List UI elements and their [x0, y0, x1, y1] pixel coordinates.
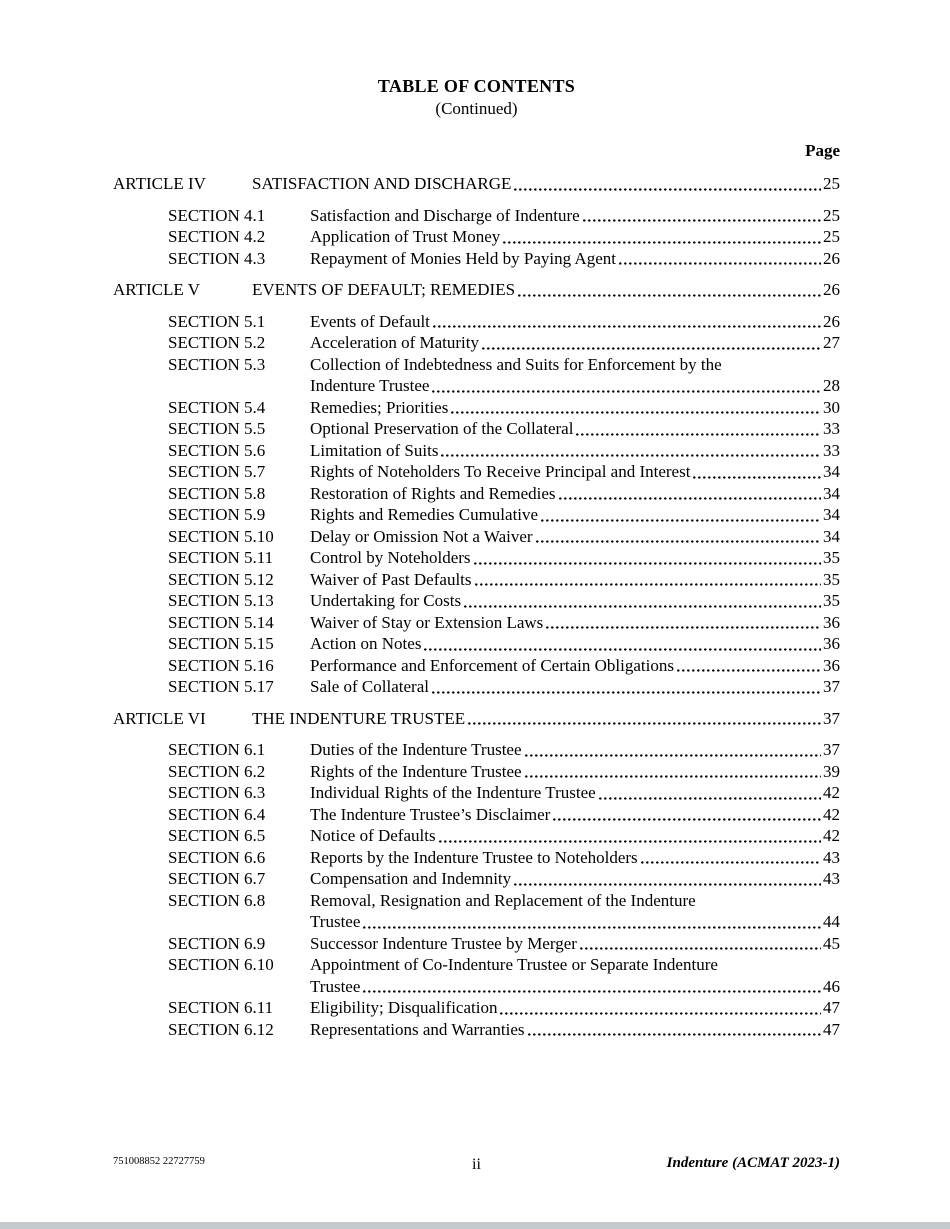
entry-content [310, 868, 840, 890]
entry-content [310, 782, 840, 804]
toc-line [310, 375, 840, 397]
section-entry [113, 761, 840, 783]
entry-title: Representations and Warranties [310, 1019, 525, 1039]
section-entry [113, 633, 840, 655]
entry-label: SECTION 5.11 [168, 548, 274, 567]
dot-leader [693, 476, 821, 479]
entry-label: ARTICLE IV [113, 174, 206, 193]
toc-line [310, 504, 840, 526]
section-entry [113, 248, 840, 270]
section-entry [113, 332, 840, 354]
entry-content [310, 997, 840, 1019]
entry-page: 42 [823, 804, 840, 824]
entry-content [310, 825, 840, 847]
dot-leader [580, 947, 821, 950]
entry-page: 36 [823, 612, 840, 632]
entry-label: SECTION 6.1 [168, 740, 266, 759]
entry-title: Eligibility; Disqualification [310, 998, 498, 1017]
entry-page: 39 [823, 761, 840, 781]
entry-page: 43 [823, 869, 840, 888]
section-entry [113, 526, 840, 548]
entry-content [310, 332, 840, 354]
dot-leader [432, 691, 821, 694]
entry-label: SECTION 5.1 [168, 311, 266, 331]
dot-leader [451, 411, 821, 414]
entry-label: SECTION 6.9 [168, 933, 266, 953]
toc-line [252, 173, 840, 195]
entry-label: SECTION 5.6 [168, 440, 266, 460]
toc-line [310, 354, 840, 376]
section-entry [113, 825, 840, 847]
entry-page: 34 [823, 462, 840, 481]
toc-line [310, 612, 840, 634]
entry-page: 30 [823, 397, 840, 417]
entry-page: 36 [823, 634, 840, 653]
section-entry [113, 933, 840, 955]
entry-label: SECTION 5.7 [168, 462, 266, 481]
entry-content [310, 205, 840, 227]
entry-label: SECTION 5.12 [168, 569, 274, 589]
entry-content [252, 708, 840, 730]
entry-page: 47 [823, 1019, 840, 1039]
entry-title: Limitation of Suits [310, 440, 439, 460]
entry-title: Rights and Remedies Cumulative [310, 505, 539, 524]
dot-leader [363, 926, 821, 929]
entry-title: Duties of the Indenture Trustee [310, 740, 522, 759]
toc-line [310, 911, 840, 933]
toc-line [310, 311, 840, 333]
dot-leader [503, 241, 821, 244]
entry-page: 25 [823, 205, 840, 225]
entry-title: Compensation and Indemnity [310, 869, 512, 888]
entry-label: ARTICLE VI [113, 708, 206, 728]
entry-label: SECTION 5.13 [168, 591, 274, 610]
entry-label: SECTION 5.16 [168, 655, 274, 675]
dot-leader [528, 1033, 821, 1036]
toc-line [310, 205, 840, 227]
entry-label: SECTION 4.2 [168, 227, 266, 246]
entry-content [310, 933, 840, 955]
entry-title: Events of Default [310, 311, 430, 331]
entry-title: Remedies; Priorities [310, 397, 449, 417]
entry-title: Waiver of Stay or Extension Laws [310, 612, 544, 632]
entry-content [310, 397, 840, 419]
section-entry [113, 311, 840, 333]
dot-leader [541, 519, 821, 522]
entry-content [310, 1019, 840, 1041]
section-entry [113, 440, 840, 462]
section-entry [113, 868, 840, 890]
entry-content [310, 590, 840, 612]
entry-content [310, 655, 840, 677]
toc-line [310, 761, 840, 783]
section-entry [113, 676, 840, 698]
entry-title: Delay or Omission Not a Waiver [310, 526, 533, 546]
section-entry [113, 483, 840, 505]
toc-line [310, 997, 840, 1019]
entry-label: SECTION 6.6 [168, 847, 266, 867]
entry-title: Acceleration of Maturity [310, 333, 479, 352]
entry-page: 35 [823, 548, 840, 567]
section-entry [113, 590, 840, 612]
toc-line [310, 461, 840, 483]
entry-title: Indenture Trustee [310, 376, 430, 395]
entry-content [310, 226, 840, 248]
entry-title: Removal, Resignation and Replacement of the Indenture [310, 890, 696, 910]
page-subtitle: (Continued) [435, 99, 518, 118]
entry-content [310, 461, 840, 483]
toc-line [310, 1019, 840, 1041]
entry-title: Control by Noteholders [310, 548, 471, 567]
section-entry [113, 997, 840, 1019]
section-entry [113, 612, 840, 634]
section-entry [113, 547, 840, 569]
dot-leader [482, 347, 821, 350]
toc-line [310, 676, 840, 698]
dot-leader [514, 188, 821, 191]
toc-line [310, 590, 840, 612]
dot-leader [514, 883, 821, 886]
footer-document-number: 751008852 22727759 [113, 1155, 205, 1167]
section-entry [113, 226, 840, 248]
entry-content [310, 890, 840, 933]
table-of-contents [113, 173, 840, 1040]
entry-title: The Indenture Trustee’s Disclaimer [310, 804, 551, 824]
section-entry [113, 461, 840, 483]
section-entry [113, 504, 840, 526]
entry-title: Performance and Enforcement of Certain Obligations [310, 655, 674, 675]
dot-leader [641, 861, 821, 864]
entry-content [310, 612, 840, 634]
entry-content [310, 569, 840, 591]
toc-line [310, 739, 840, 761]
entry-content [310, 954, 840, 997]
entry-title: EVENTS OF DEFAULT; REMEDIES [252, 280, 516, 299]
entry-label: SECTION 5.8 [168, 483, 266, 503]
dot-leader [525, 754, 821, 757]
toc-line [310, 868, 840, 890]
entry-page: 35 [823, 569, 840, 589]
section-entry [113, 804, 840, 826]
article-entry [113, 279, 840, 301]
section-entry [113, 397, 840, 419]
entry-title: Repayment of Monies Held by Paying Agent [310, 248, 616, 268]
entry-content [310, 633, 840, 655]
entry-content [310, 418, 840, 440]
entry-page: 28 [823, 376, 840, 395]
toc-line [310, 782, 840, 804]
entry-page: 42 [823, 826, 840, 845]
entry-page: 26 [823, 311, 840, 331]
toc-line [252, 708, 840, 730]
entry-title: Rights of Noteholders To Receive Principal and Interest [310, 462, 691, 481]
dot-leader [525, 775, 821, 778]
entry-content [310, 440, 840, 462]
entry-label: SECTION 4.1 [168, 205, 266, 225]
entry-label: ARTICLE V [113, 280, 200, 299]
dot-leader [363, 990, 821, 993]
entry-content [310, 483, 840, 505]
article-entry [113, 708, 840, 730]
entry-title: SATISFACTION AND DISCHARGE [252, 174, 512, 193]
dot-leader [576, 433, 821, 436]
entry-page: 36 [823, 655, 840, 675]
entry-title: Appointment of Co-Indenture Trustee or Separate Indenture [310, 955, 718, 974]
entry-title: Notice of Defaults [310, 826, 436, 845]
footer-document-title: Indenture (ACMAT 2023-1) [666, 1154, 840, 1171]
section-entry [113, 954, 840, 997]
entry-title: Satisfaction and Discharge of Indenture [310, 205, 580, 225]
page-footer [113, 1153, 840, 1175]
entry-page: 43 [823, 847, 840, 867]
section-entry [113, 418, 840, 440]
entry-page: 34 [823, 526, 840, 546]
toc-line [310, 483, 840, 505]
entry-page: 33 [823, 440, 840, 460]
entry-title: Individual Rights of the Indenture Trustee [310, 783, 596, 802]
entry-page: 42 [823, 783, 840, 802]
section-entry [113, 782, 840, 804]
dot-leader [518, 294, 821, 297]
entry-content [310, 676, 840, 698]
entry-title: Collection of Indebtedness and Suits for Enforcement by the [310, 354, 722, 374]
entry-title: Restoration of Rights and Remedies [310, 483, 556, 503]
entry-content [310, 739, 840, 761]
entry-label: SECTION 4.3 [168, 248, 266, 268]
entry-title: Sale of Collateral [310, 677, 429, 696]
dot-leader [619, 262, 821, 265]
entry-page: 34 [823, 483, 840, 503]
entry-label: SECTION 6.3 [168, 783, 266, 802]
toc-line [310, 226, 840, 248]
toc-line [310, 825, 840, 847]
section-entry [113, 354, 840, 397]
entry-page: 45 [823, 933, 840, 953]
entry-title: THE INDENTURE TRUSTEE [252, 708, 466, 728]
entry-page: 44 [823, 912, 840, 931]
entry-page: 26 [823, 248, 840, 268]
entry-title: Waiver of Past Defaults [310, 569, 472, 589]
entry-label: SECTION 5.4 [168, 397, 266, 417]
dot-leader [439, 840, 821, 843]
entry-content [310, 761, 840, 783]
entry-title: Reports by the Indenture Trustee to Noteholders [310, 847, 638, 867]
entry-label: SECTION 6.11 [168, 998, 274, 1017]
dot-leader [553, 818, 821, 821]
entry-label: SECTION 6.10 [168, 955, 274, 974]
entry-label: SECTION 6.2 [168, 761, 266, 781]
entry-content [252, 279, 840, 301]
toc-line [310, 890, 840, 912]
entry-content [310, 248, 840, 270]
entry-title: Successor Indenture Trustee by Merger [310, 933, 577, 953]
dot-leader [464, 605, 821, 608]
entry-page: 26 [823, 280, 840, 299]
footer-page-number: ii [472, 1155, 481, 1173]
section-entry [113, 847, 840, 869]
dot-leader [433, 325, 821, 328]
section-entry [113, 655, 840, 677]
toc-line [310, 655, 840, 677]
dot-leader [424, 648, 821, 651]
dot-leader [677, 669, 821, 672]
page-column-label: Page [805, 141, 840, 160]
toc-line [252, 279, 840, 301]
entry-page: 25 [823, 227, 840, 246]
dot-leader [583, 219, 821, 222]
entry-title: Optional Preservation of the Collateral [310, 419, 574, 438]
dot-leader [474, 562, 821, 565]
dot-leader [559, 497, 821, 500]
entry-label: SECTION 5.9 [168, 505, 266, 524]
entry-page: 37 [823, 740, 840, 759]
entry-page: 35 [823, 591, 840, 610]
entry-content [310, 354, 840, 397]
entry-content [310, 311, 840, 333]
page-title: TABLE OF CONTENTS [377, 76, 576, 96]
entry-page: 37 [823, 677, 840, 696]
toc-line [310, 847, 840, 869]
toc-line [310, 976, 840, 998]
dot-leader [536, 540, 821, 543]
entry-page: 46 [823, 976, 840, 996]
dot-leader [441, 454, 821, 457]
entry-content [310, 504, 840, 526]
entry-label: SECTION 5.3 [168, 354, 266, 374]
dot-leader [599, 797, 821, 800]
entry-page: 27 [823, 333, 840, 352]
entry-content [252, 173, 840, 195]
dot-leader [546, 626, 821, 629]
toc-line [310, 248, 840, 270]
entry-label: SECTION 5.5 [168, 419, 266, 438]
dot-leader [432, 390, 821, 393]
entry-label: SECTION 5.15 [168, 634, 274, 653]
entry-label: SECTION 6.7 [168, 869, 266, 888]
entry-page: 33 [823, 419, 840, 438]
entry-page: 25 [823, 174, 840, 193]
entry-page: 34 [823, 505, 840, 524]
entry-content [310, 547, 840, 569]
entry-label: SECTION 5.2 [168, 333, 266, 352]
entry-title: Application of Trust Money [310, 227, 501, 246]
toc-line [310, 954, 840, 976]
toc-line [310, 526, 840, 548]
entry-title: Trustee [310, 976, 361, 996]
toc-line [310, 547, 840, 569]
toc-line [310, 569, 840, 591]
entry-title: Undertaking for Costs [310, 591, 462, 610]
entry-content [310, 526, 840, 548]
toc-line [310, 418, 840, 440]
section-entry [113, 205, 840, 227]
toc-line [310, 633, 840, 655]
toc-line [310, 397, 840, 419]
section-entry [113, 890, 840, 933]
entry-title: Action on Notes [310, 634, 422, 653]
section-entry [113, 739, 840, 761]
entry-title: Rights of the Indenture Trustee [310, 761, 522, 781]
entry-page: 47 [823, 998, 840, 1017]
entry-label: SECTION 5.10 [168, 526, 274, 546]
entry-label: SECTION 5.14 [168, 612, 274, 632]
entry-label: SECTION 6.5 [168, 826, 266, 845]
dot-leader [468, 722, 821, 725]
toc-line [310, 332, 840, 354]
entry-page: 37 [823, 708, 840, 728]
entry-label: SECTION 6.4 [168, 804, 266, 824]
toc-line [310, 933, 840, 955]
toc-line [310, 804, 840, 826]
entry-content [310, 847, 840, 869]
article-entry [113, 173, 840, 195]
toc-line [310, 440, 840, 462]
entry-label: SECTION 6.12 [168, 1019, 274, 1039]
entry-label: SECTION 5.17 [168, 677, 274, 696]
entry-content [310, 804, 840, 826]
entry-title: Trustee [310, 912, 361, 931]
section-entry [113, 569, 840, 591]
section-entry [113, 1019, 840, 1041]
dot-leader [475, 583, 822, 586]
dot-leader [500, 1012, 821, 1015]
entry-label: SECTION 6.8 [168, 890, 266, 910]
